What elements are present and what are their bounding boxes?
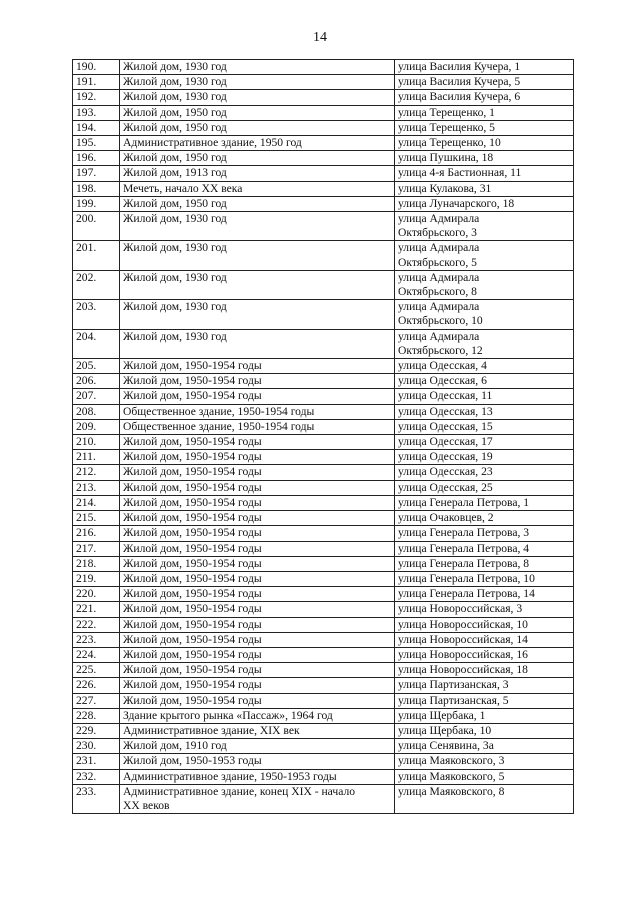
object-address: улица 4-я Бастионная, 11 bbox=[395, 166, 574, 181]
object-address: улица Сенявина, 3а bbox=[395, 739, 574, 754]
table-row bbox=[73, 212, 574, 241]
table-row bbox=[73, 708, 574, 723]
object-description: Жилой дом, 1950-1954 годы bbox=[120, 511, 395, 526]
row-number: 203. bbox=[73, 300, 120, 329]
object-description: Жилой дом, 1950-1954 годы bbox=[120, 541, 395, 556]
table-row bbox=[73, 270, 574, 299]
object-address: улица Терещенко, 1 bbox=[395, 105, 574, 120]
row-number: 218. bbox=[73, 556, 120, 571]
row-number: 204. bbox=[73, 329, 120, 358]
table-row bbox=[73, 300, 574, 329]
table-row bbox=[73, 587, 574, 602]
object-address: улица Генерала Петрова, 8 bbox=[395, 556, 574, 571]
object-description: Жилой дом, 1950-1954 годы bbox=[120, 693, 395, 708]
table-row bbox=[73, 495, 574, 510]
object-description: Жилой дом, 1950-1953 годы bbox=[120, 754, 395, 769]
table-row bbox=[73, 526, 574, 541]
table-row bbox=[73, 181, 574, 196]
object-address: улица Василия Кучера, 5 bbox=[395, 75, 574, 90]
object-address: улица Маяковского, 3 bbox=[395, 754, 574, 769]
table-row bbox=[73, 450, 574, 465]
object-address: улица Партизанская, 3 bbox=[395, 678, 574, 693]
object-address: улица Адмирала Октябрьского, 3 bbox=[395, 212, 574, 241]
table-row bbox=[73, 617, 574, 632]
object-address: улица Кулакова, 31 bbox=[395, 181, 574, 196]
object-address: улица Одесская, 17 bbox=[395, 435, 574, 450]
table-row bbox=[73, 151, 574, 166]
object-description: Административное здание, XIX век bbox=[120, 723, 395, 738]
row-number: 210. bbox=[73, 435, 120, 450]
row-number: 200. bbox=[73, 212, 120, 241]
row-number: 202. bbox=[73, 270, 120, 299]
object-address: улица Пушкина, 18 bbox=[395, 151, 574, 166]
object-address: улица Партизанская, 5 bbox=[395, 693, 574, 708]
row-number: 207. bbox=[73, 389, 120, 404]
object-description: Жилой дом, 1950-1954 годы bbox=[120, 435, 395, 450]
object-address: улица Генерала Петрова, 10 bbox=[395, 571, 574, 586]
object-address: улица Одесская, 11 bbox=[395, 389, 574, 404]
table-row bbox=[73, 90, 574, 105]
table-row bbox=[73, 419, 574, 434]
object-address: улица Луначарского, 18 bbox=[395, 196, 574, 211]
object-description: Жилой дом, 1950-1954 годы bbox=[120, 602, 395, 617]
table-row bbox=[73, 404, 574, 419]
row-number: 197. bbox=[73, 166, 120, 181]
object-description: Административное здание, конец XIX - начало XX веков bbox=[120, 784, 395, 813]
object-description: Жилой дом, 1950-1954 годы bbox=[120, 587, 395, 602]
row-number: 192. bbox=[73, 90, 120, 105]
row-number: 209. bbox=[73, 419, 120, 434]
object-address: улица Генерала Петрова, 1 bbox=[395, 495, 574, 510]
table-row bbox=[73, 465, 574, 480]
table-row bbox=[73, 75, 574, 90]
table-row bbox=[73, 678, 574, 693]
row-number: 229. bbox=[73, 723, 120, 738]
object-address: улица Одесская, 15 bbox=[395, 419, 574, 434]
row-number: 224. bbox=[73, 647, 120, 662]
row-number: 217. bbox=[73, 541, 120, 556]
page-number: 14 bbox=[313, 30, 327, 45]
object-description: Жилой дом, 1950-1954 годы bbox=[120, 480, 395, 495]
object-description: Административное здание, 1950-1953 годы bbox=[120, 769, 395, 784]
object-address: улица Новороссийская, 10 bbox=[395, 617, 574, 632]
object-address: улица Одесская, 13 bbox=[395, 404, 574, 419]
object-description: Жилой дом, 1930 год bbox=[120, 212, 395, 241]
table-row bbox=[73, 769, 574, 784]
object-address: улица Адмирала Октябрьского, 12 bbox=[395, 329, 574, 358]
object-address: улица Генерала Петрова, 3 bbox=[395, 526, 574, 541]
table-row bbox=[73, 241, 574, 270]
row-number: 227. bbox=[73, 693, 120, 708]
object-description: Жилой дом, 1950-1954 годы bbox=[120, 632, 395, 647]
object-description: Здание крытого рынка «Пассаж», 1964 год bbox=[120, 708, 395, 723]
table-row bbox=[73, 166, 574, 181]
object-description: Жилой дом, 1950-1954 годы bbox=[120, 359, 395, 374]
table-row bbox=[73, 480, 574, 495]
object-description: Жилой дом, 1950 год bbox=[120, 151, 395, 166]
row-number: 216. bbox=[73, 526, 120, 541]
object-description: Жилой дом, 1930 год bbox=[120, 60, 395, 75]
table-row bbox=[73, 120, 574, 135]
object-description: Жилой дом, 1913 год bbox=[120, 166, 395, 181]
row-number: 191. bbox=[73, 75, 120, 90]
row-number: 231. bbox=[73, 754, 120, 769]
object-address: улица Щербака, 1 bbox=[395, 708, 574, 723]
object-description: Административное здание, 1950 год bbox=[120, 136, 395, 151]
object-description: Общественное здание, 1950-1954 годы bbox=[120, 419, 395, 434]
row-number: 213. bbox=[73, 480, 120, 495]
row-number: 223. bbox=[73, 632, 120, 647]
object-description: Жилой дом, 1950-1954 годы bbox=[120, 678, 395, 693]
object-address: улица Василия Кучера, 1 bbox=[395, 60, 574, 75]
object-description: Жилой дом, 1950 год bbox=[120, 105, 395, 120]
object-description: Жилой дом, 1930 год bbox=[120, 329, 395, 358]
table-row bbox=[73, 60, 574, 75]
object-description: Жилой дом, 1930 год bbox=[120, 241, 395, 270]
table-row bbox=[73, 329, 574, 358]
table-row bbox=[73, 389, 574, 404]
row-number: 215. bbox=[73, 511, 120, 526]
object-address: улица Терещенко, 10 bbox=[395, 136, 574, 151]
row-number: 228. bbox=[73, 708, 120, 723]
row-number: 214. bbox=[73, 495, 120, 510]
object-address: улица Очаковцев, 2 bbox=[395, 511, 574, 526]
row-number: 199. bbox=[73, 196, 120, 211]
object-description: Жилой дом, 1930 год bbox=[120, 270, 395, 299]
object-description: Жилой дом, 1950-1954 годы bbox=[120, 571, 395, 586]
object-description: Жилой дом, 1950 год bbox=[120, 196, 395, 211]
object-description: Общественное здание, 1950-1954 годы bbox=[120, 404, 395, 419]
row-number: 230. bbox=[73, 739, 120, 754]
object-description: Жилой дом, 1950-1954 годы bbox=[120, 389, 395, 404]
object-description: Жилой дом, 1910 год bbox=[120, 739, 395, 754]
table-row bbox=[73, 693, 574, 708]
table-row bbox=[73, 359, 574, 374]
object-address: улица Новороссийская, 18 bbox=[395, 663, 574, 678]
object-address: улица Новороссийская, 3 bbox=[395, 602, 574, 617]
table-row bbox=[73, 105, 574, 120]
row-number: 195. bbox=[73, 136, 120, 151]
object-description: Жилой дом, 1950-1954 годы bbox=[120, 617, 395, 632]
table-row bbox=[73, 632, 574, 647]
object-address: улица Одесская, 4 bbox=[395, 359, 574, 374]
object-description: Жилой дом, 1930 год bbox=[120, 300, 395, 329]
object-address: улица Новороссийская, 14 bbox=[395, 632, 574, 647]
object-address: улица Генерала Петрова, 14 bbox=[395, 587, 574, 602]
row-number: 208. bbox=[73, 404, 120, 419]
object-address: улица Щербака, 10 bbox=[395, 723, 574, 738]
row-number: 221. bbox=[73, 602, 120, 617]
object-address: улица Одесская, 25 bbox=[395, 480, 574, 495]
table-row bbox=[73, 435, 574, 450]
object-description: Жилой дом, 1950-1954 годы bbox=[120, 374, 395, 389]
table-row bbox=[73, 754, 574, 769]
object-description: Жилой дом, 1950-1954 годы bbox=[120, 647, 395, 662]
table-row bbox=[73, 136, 574, 151]
row-number: 212. bbox=[73, 465, 120, 480]
object-address: улица Василия Кучера, 6 bbox=[395, 90, 574, 105]
object-description: Жилой дом, 1930 год bbox=[120, 90, 395, 105]
object-address: улица Одесская, 6 bbox=[395, 374, 574, 389]
table-row bbox=[73, 739, 574, 754]
table-row bbox=[73, 556, 574, 571]
object-address: улица Генерала Петрова, 4 bbox=[395, 541, 574, 556]
object-description: Жилой дом, 1950-1954 годы bbox=[120, 556, 395, 571]
row-number: 222. bbox=[73, 617, 120, 632]
table-row bbox=[73, 541, 574, 556]
row-number: 206. bbox=[73, 374, 120, 389]
table-row bbox=[73, 647, 574, 662]
row-number: 196. bbox=[73, 151, 120, 166]
object-description: Жилой дом, 1930 год bbox=[120, 75, 395, 90]
row-number: 211. bbox=[73, 450, 120, 465]
table-row bbox=[73, 663, 574, 678]
row-number: 198. bbox=[73, 181, 120, 196]
object-address: улица Адмирала Октябрьского, 10 bbox=[395, 300, 574, 329]
row-number: 205. bbox=[73, 359, 120, 374]
table-row bbox=[73, 511, 574, 526]
object-description: Жилой дом, 1950 год bbox=[120, 120, 395, 135]
row-number: 232. bbox=[73, 769, 120, 784]
object-description: Жилой дом, 1950-1954 годы bbox=[120, 465, 395, 480]
table-body bbox=[73, 60, 574, 814]
row-number: 226. bbox=[73, 678, 120, 693]
object-address: улица Новороссийская, 16 bbox=[395, 647, 574, 662]
row-number: 220. bbox=[73, 587, 120, 602]
object-description: Мечеть, начало XX века bbox=[120, 181, 395, 196]
object-description: Жилой дом, 1950-1954 годы bbox=[120, 663, 395, 678]
heritage-registry-table bbox=[72, 59, 574, 814]
object-address: улица Адмирала Октябрьского, 8 bbox=[395, 270, 574, 299]
object-address: улица Одесская, 19 bbox=[395, 450, 574, 465]
object-address: улица Маяковского, 8 bbox=[395, 784, 574, 813]
row-number: 194. bbox=[73, 120, 120, 135]
table-row bbox=[73, 571, 574, 586]
table-row bbox=[73, 602, 574, 617]
table-row bbox=[73, 784, 574, 813]
object-description: Жилой дом, 1950-1954 годы bbox=[120, 495, 395, 510]
row-number: 193. bbox=[73, 105, 120, 120]
table-row bbox=[73, 374, 574, 389]
object-address: улица Маяковского, 5 bbox=[395, 769, 574, 784]
object-address: улица Адмирала Октябрьского, 5 bbox=[395, 241, 574, 270]
object-address: улица Одесская, 23 bbox=[395, 465, 574, 480]
row-number: 225. bbox=[73, 663, 120, 678]
row-number: 201. bbox=[73, 241, 120, 270]
object-description: Жилой дом, 1950-1954 годы bbox=[120, 526, 395, 541]
row-number: 219. bbox=[73, 571, 120, 586]
table-row bbox=[73, 723, 574, 738]
object-description: Жилой дом, 1950-1954 годы bbox=[120, 450, 395, 465]
row-number: 190. bbox=[73, 60, 120, 75]
row-number: 233. bbox=[73, 784, 120, 813]
object-address: улица Терещенко, 5 bbox=[395, 120, 574, 135]
table-row bbox=[73, 196, 574, 211]
